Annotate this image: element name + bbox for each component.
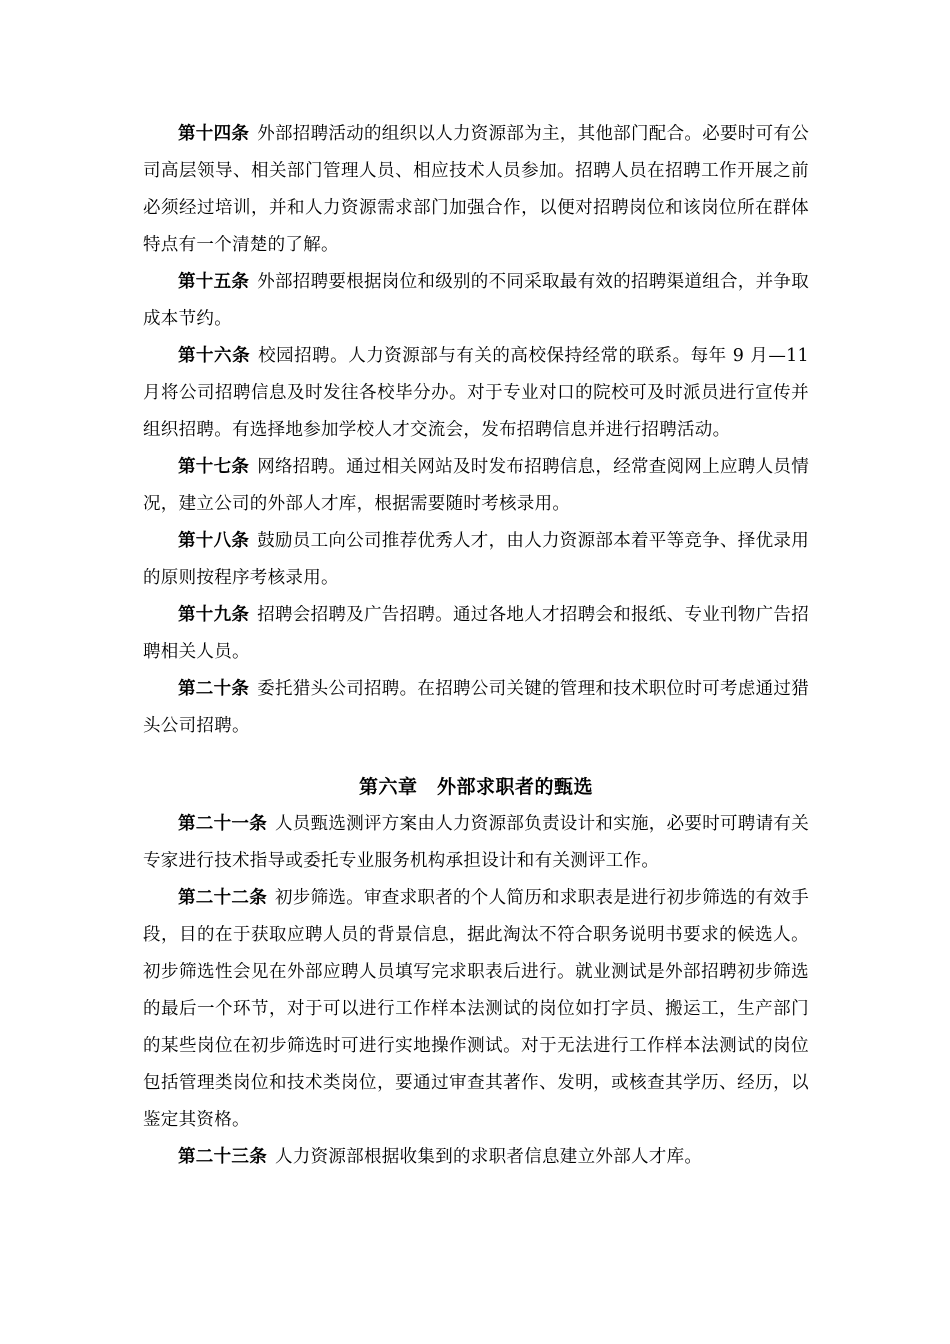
document-page	[143, 116, 809, 1176]
article-label: 第十八条	[178, 531, 250, 551]
article-15	[143, 264, 809, 338]
article-label: 第十七条	[178, 457, 250, 477]
article-text: 人员甄选测评方案由人力资源部负责设计和实施，必要时可聘请有关专家进行技术指导或委托专业服务机构承担设计和有关测评工作。	[143, 814, 809, 871]
article-21	[143, 806, 809, 880]
article-label: 第十四条	[178, 124, 250, 144]
article-label: 第二十条	[178, 679, 250, 699]
article-16	[143, 338, 809, 449]
article-20	[143, 671, 809, 745]
article-label: 第二十一条	[178, 814, 267, 834]
article-label: 第十九条	[178, 605, 250, 625]
chapter-title: 第六章 外部求职者的甄选	[358, 776, 593, 798]
article-17	[143, 449, 809, 523]
article-label: 第二十二条	[178, 888, 267, 908]
article-text: 外部招聘要根据岗位和级别的不同采取最有效的招聘渠道组合，并争取成本节约。	[143, 272, 810, 329]
article-label: 第十六条	[178, 346, 251, 366]
article-18	[143, 523, 809, 597]
article-text: 外部招聘活动的组织以人力资源部为主，其他部门配合。必要时可有公司高层领导、相关部门管理人员、相应技术人员参加。招聘人员在招聘工作开展之前必须经过培训，并和人力资源需求部门加强合作，以便对招聘岗位和该岗位所在群体特点有一个清楚的了解。	[143, 124, 810, 255]
article-14	[143, 116, 809, 264]
article-label: 第十五条	[178, 272, 250, 292]
article-19	[143, 597, 809, 671]
article-text: 鼓励员工向公司推荐优秀人才，由人力资源部本着平等竞争、择优录用的原则按程序考核录用。	[143, 531, 810, 588]
article-23	[143, 1139, 809, 1176]
article-22	[143, 880, 809, 1139]
article-text: 委托猎头公司招聘。在招聘公司关键的管理和技术职位时可考虑通过猎头公司招聘。	[143, 679, 810, 736]
article-text: 初步筛选。审查求职者的个人简历和求职表是进行初步筛选的有效手段，目的在于获取应聘人员的背景信息，据此淘汰不符合职务说明书要求的候选人。初步筛选性会见在外部应聘人员填写完求职表后进行。就业测试是外部招聘初步筛选的最后一个环节，对于可以进行工作样本法测试的岗位如打字员、搬运工，生产部门的某些岗位在初步筛选时可进行实地操作测试。对于无法进行工作样本法测试的岗位包括管理类岗位和技术类岗位，要通过审查其著作、发明，或核查其学历、经历，以鉴定其资格。	[143, 888, 809, 1130]
article-text: 网络招聘。通过相关网站及时发布招聘信息，经常查阅网上应聘人员情况，建立公司的外部人才库，根据需要随时考核录用。	[143, 457, 810, 514]
article-text: 校园招聘。人力资源部与有关的高校保持经常的联系。每年 9 月—11 月将公司招聘信息及时发往各校毕分办。对于专业对口的院校可及时派员进行宣传并组织招聘。有选择地参加学校人才交流会，发布招聘信息并进行招聘活动。	[143, 346, 809, 440]
article-text: 招聘会招聘及广告招聘。通过各地人才招聘会和报纸、专业刊物广告招聘相关人员。	[143, 605, 810, 662]
article-label: 第二十三条	[178, 1147, 267, 1167]
article-text: 人力资源部根据收集到的求职者信息建立外部人才库。	[275, 1147, 703, 1167]
